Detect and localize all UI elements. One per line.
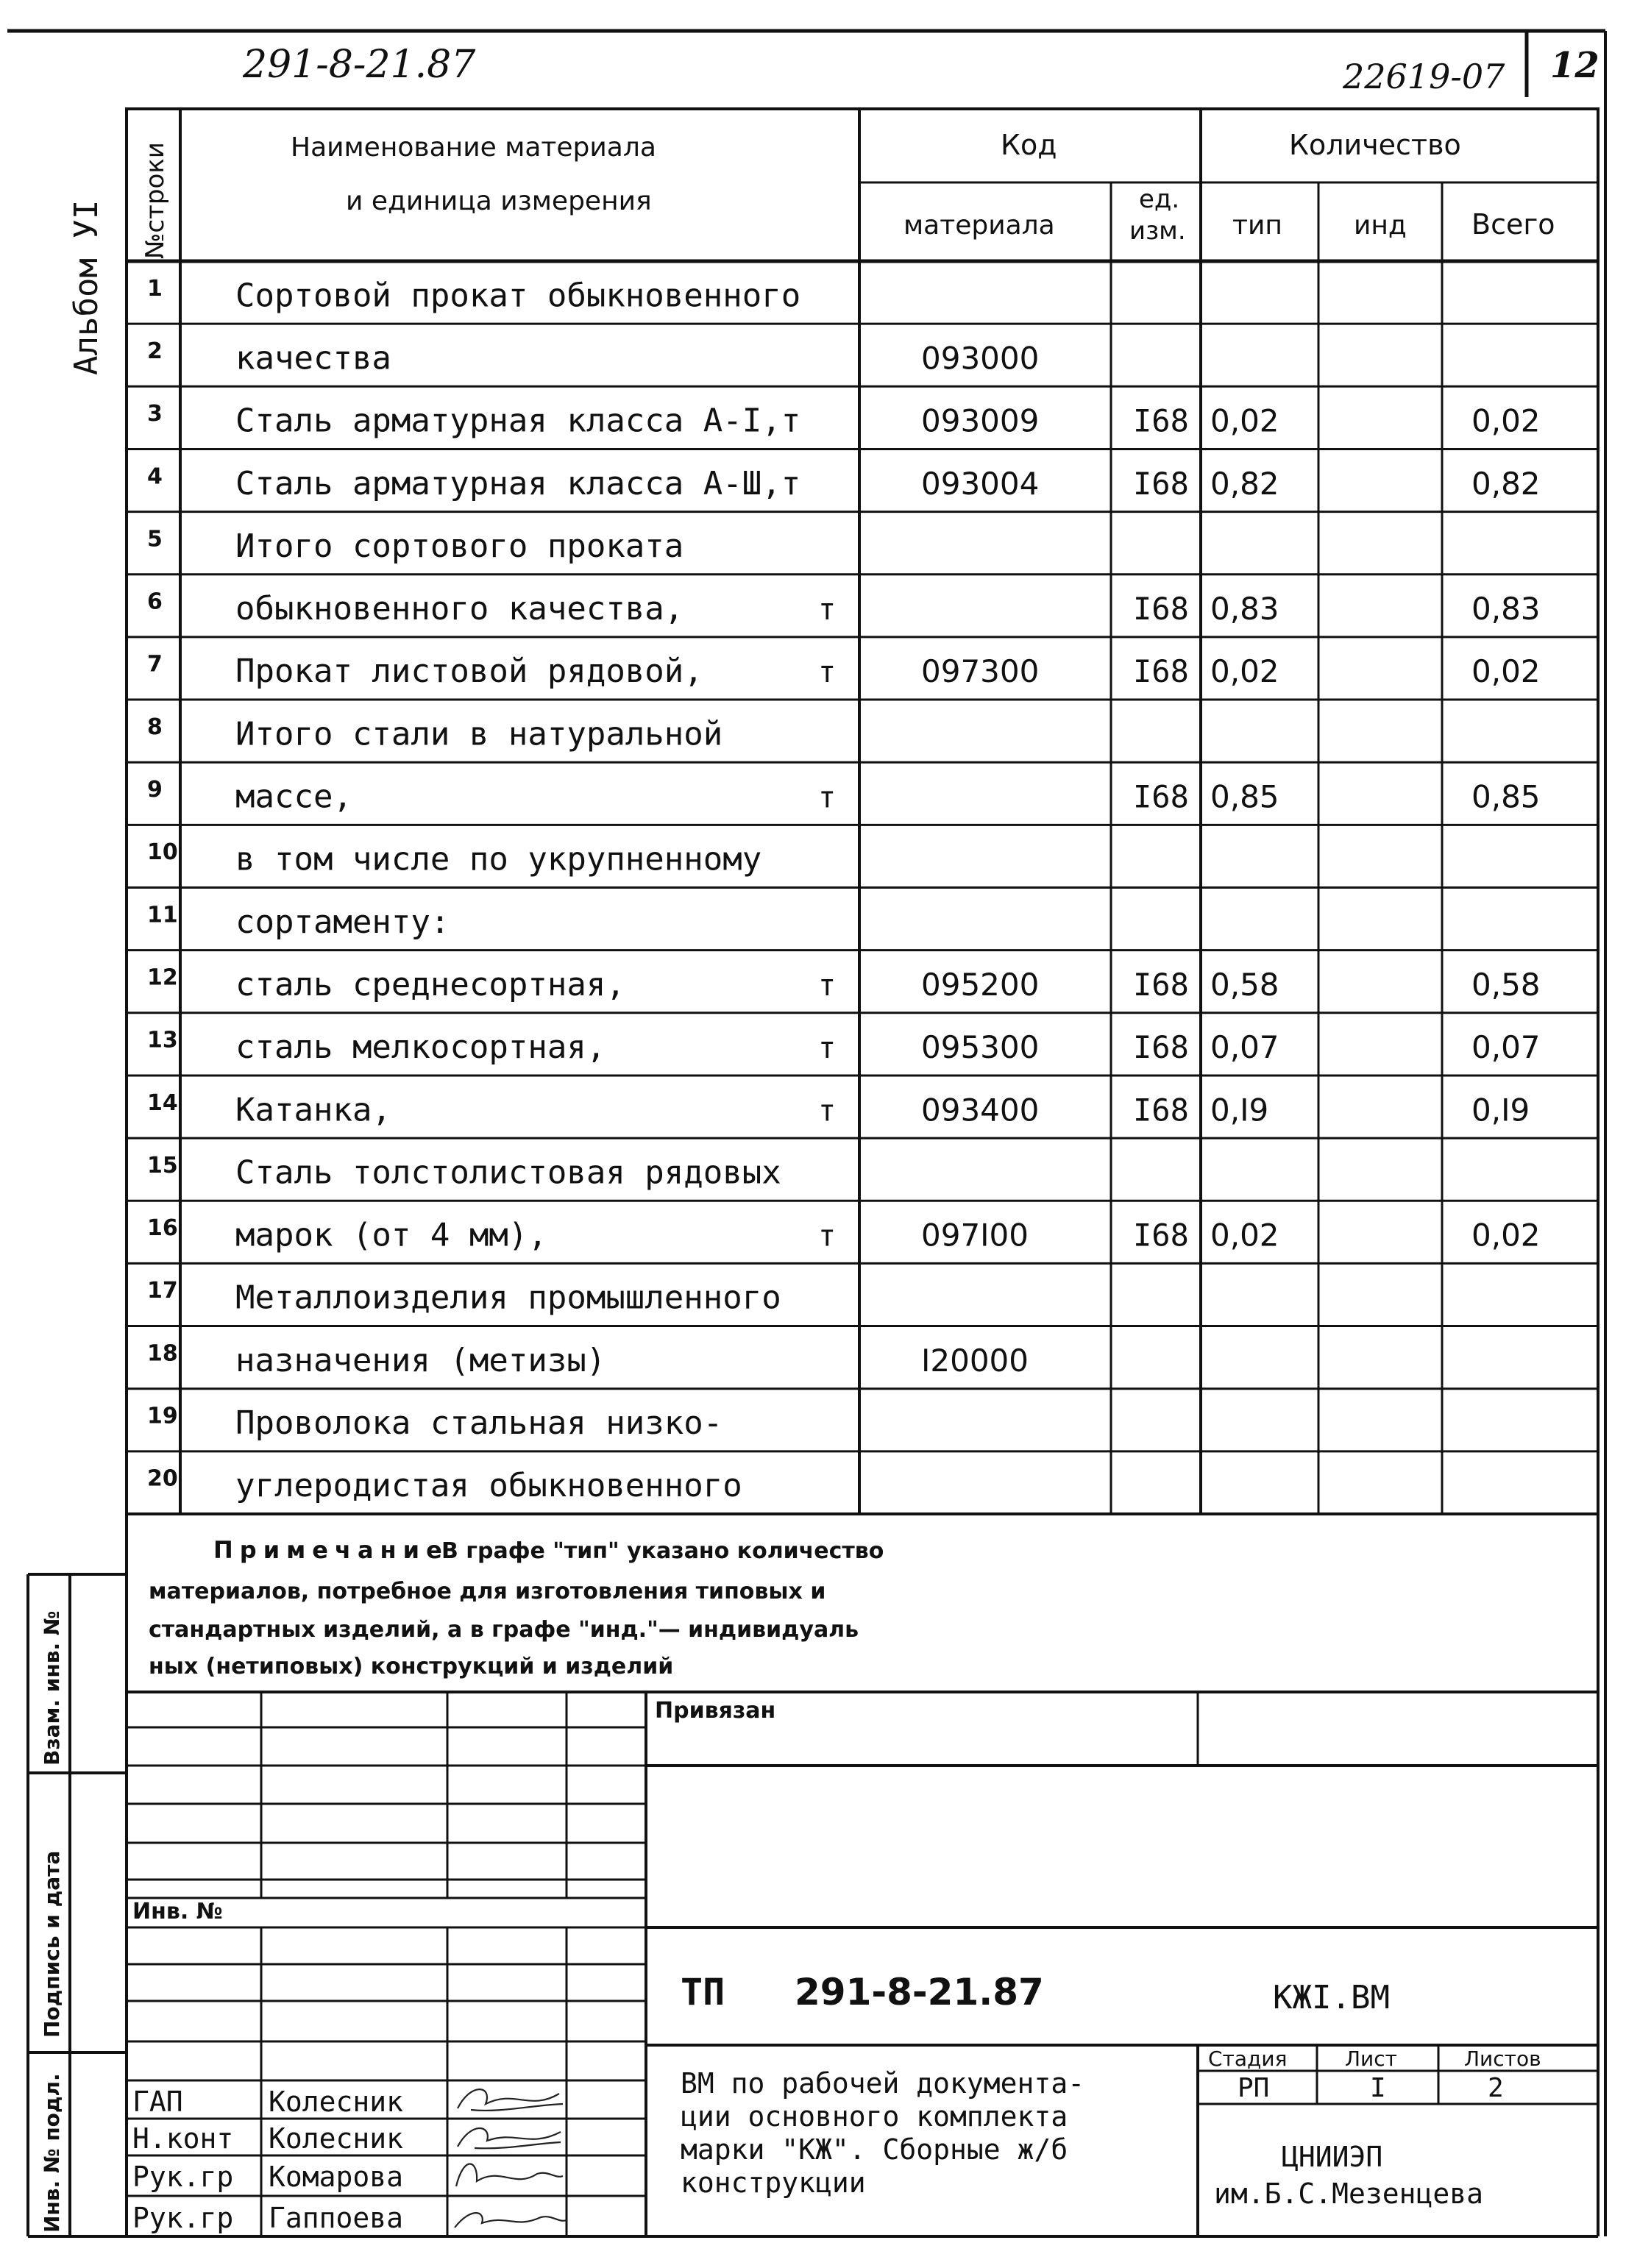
- signature-3: [456, 2164, 563, 2186]
- unit-t: т: [818, 781, 837, 815]
- unit-code: I68: [1133, 778, 1189, 815]
- qty-type: 0,07: [1210, 1029, 1279, 1066]
- qty-total: 0,85: [1471, 778, 1541, 815]
- table-row: [147, 1404, 722, 1442]
- row-number: 17: [147, 1278, 178, 1304]
- material-code: 095200: [921, 966, 1040, 1003]
- material-name: Сталь арматурная класса А-Ш,т: [235, 464, 801, 502]
- table-row: [147, 1090, 1530, 1128]
- row-number: 5: [147, 526, 163, 552]
- material-name: Сталь арматурная класса А-I,т: [235, 402, 801, 440]
- row-number: 2: [147, 338, 163, 364]
- row-number: 19: [147, 1403, 178, 1429]
- description-line-4: конструкции: [681, 2166, 866, 2199]
- qty-type: 0,I9: [1210, 1092, 1269, 1128]
- header-code: Код: [1001, 129, 1057, 161]
- table-row: [147, 463, 1541, 502]
- unit-t: т: [818, 1094, 837, 1128]
- row-number: 18: [147, 1340, 178, 1367]
- material-code: 093400: [921, 1092, 1040, 1128]
- unit-code: I68: [1133, 465, 1189, 502]
- row-number: 4: [147, 463, 163, 490]
- row-number: 10: [147, 839, 178, 866]
- staff-role-3: Рук.гр: [132, 2161, 234, 2193]
- qty-total: 0,I9: [1471, 1092, 1530, 1128]
- material-name: марок (от 4 мм),: [235, 1216, 547, 1254]
- album-label: Альбом УI: [68, 199, 105, 375]
- qty-type: 0,02: [1210, 1217, 1279, 1254]
- row-number: 12: [147, 964, 178, 991]
- qty-type: 0,85: [1210, 778, 1279, 815]
- material-code: 093009: [921, 402, 1040, 439]
- signature-4: [455, 2213, 567, 2228]
- table-row: [147, 526, 684, 564]
- organization-line-1: ЦНИИЭП: [1282, 2141, 1383, 2173]
- unit-t: т: [818, 1031, 837, 1066]
- side-label-podpis-data: Подпись и дата: [40, 1850, 64, 2038]
- table-row: [147, 1215, 1541, 1254]
- signature-1: [458, 2089, 563, 2111]
- material-name: Прокат листовой рядовой,: [235, 653, 703, 691]
- material-name: сталь среднесортная,: [235, 965, 625, 1003]
- header-unit-line1: ед.: [1139, 185, 1180, 214]
- qty-total: 0,58: [1471, 966, 1541, 1003]
- table-row: [147, 276, 800, 314]
- material-code: 095300: [921, 1029, 1040, 1066]
- unit-t: т: [818, 593, 837, 628]
- header-quantity: Количество: [1289, 129, 1461, 161]
- unit-code: I68: [1133, 1217, 1189, 1254]
- unit-code: I68: [1133, 1029, 1189, 1066]
- material-code: 097I00: [921, 1217, 1029, 1254]
- side-label-vzam-inv: Взам. инв. №: [40, 1610, 64, 1766]
- header-row-number: №строки: [141, 142, 170, 259]
- table-row: [147, 1028, 1541, 1066]
- doc-number-handwritten: 291-8-21.87: [243, 43, 476, 87]
- header-total: Всего: [1471, 208, 1555, 241]
- staff-role-4: Рук.гр: [132, 2202, 234, 2234]
- sheet-value: I: [1370, 2073, 1386, 2103]
- qty-type: 0,83: [1210, 591, 1279, 628]
- staff-name-3: Комарова: [269, 2161, 404, 2193]
- header-material: материала: [903, 210, 1055, 241]
- tp-label: ТП: [681, 1971, 725, 2013]
- unit-code: I68: [1133, 966, 1189, 1003]
- material-name: Проволока стальная низко-: [235, 1404, 723, 1443]
- staff-name-4: Гаппоева: [269, 2202, 404, 2234]
- material-name: назначения (метизы): [235, 1341, 606, 1379]
- header-name-line2: и единица измерения: [346, 186, 652, 216]
- staff-role-2: Н.конт: [132, 2122, 234, 2155]
- material-name: Сталь толстолистовая рядовых: [235, 1153, 781, 1192]
- unit-t: т: [818, 1219, 837, 1254]
- qty-total: 0,02: [1471, 653, 1541, 690]
- stage-label: Стадия: [1208, 2047, 1288, 2071]
- material-name: Сортовой прокат обыкновенного: [235, 277, 801, 315]
- table-body: [147, 276, 1541, 1504]
- row-number: 3: [147, 401, 163, 427]
- row-number: 15: [147, 1152, 178, 1179]
- side-label-inv-podl: Инв. № подл.: [40, 2073, 64, 2233]
- stage-value: РП: [1238, 2073, 1270, 2103]
- page-number: 12: [1550, 45, 1599, 86]
- row-number: 20: [147, 1465, 178, 1492]
- qty-type: 0,82: [1210, 465, 1279, 502]
- table-row: [147, 1278, 781, 1316]
- row-number: 9: [147, 777, 163, 803]
- row-number: 8: [147, 714, 163, 740]
- material-name: в том числе по укрупненному: [235, 840, 762, 878]
- note-block: [149, 1536, 884, 1679]
- header-name-line1: Наименование материала: [291, 132, 656, 163]
- unit-t: т: [818, 655, 837, 690]
- material-code: 093004: [921, 465, 1040, 502]
- table-row: [147, 714, 722, 753]
- material-name: качества: [235, 339, 391, 377]
- table-row: [147, 1340, 1029, 1379]
- qty-total: 0,83: [1471, 591, 1541, 628]
- unit-code: I68: [1133, 591, 1189, 628]
- sheets-value: 2: [1488, 2073, 1504, 2103]
- organization-line-2: им.Б.С.Мезенцева: [1214, 2178, 1484, 2210]
- table-row: [147, 839, 761, 878]
- staff-role-1: ГАП: [132, 2086, 183, 2118]
- header-ind: инд: [1354, 210, 1407, 241]
- material-name: Катанка,: [235, 1091, 391, 1129]
- table-row: [147, 777, 1541, 815]
- sheets-label: Листов: [1464, 2047, 1541, 2071]
- material-name: сортаменту:: [235, 903, 450, 941]
- signature-2: [458, 2128, 561, 2148]
- header-type: тип: [1232, 210, 1282, 241]
- material-name: Итого стали в натуральной: [235, 715, 723, 753]
- document-code: КЖI.ВМ: [1273, 1979, 1390, 2016]
- description-line-2: ции основного комплекта: [681, 2100, 1068, 2133]
- material-name: Металлоизделия промышленного: [235, 1279, 781, 1317]
- inv-no-label: Инв. №: [132, 1899, 223, 1924]
- row-number: 7: [147, 651, 163, 678]
- row-number: 11: [147, 902, 178, 928]
- table-row: [147, 902, 450, 940]
- privyazan-label: Привязан: [655, 1698, 776, 1724]
- table-row: [147, 401, 1541, 439]
- description-line-1: ВМ по рабочей документа-: [681, 2067, 1085, 2100]
- row-number: 14: [147, 1089, 178, 1116]
- table-row: [147, 338, 1039, 377]
- sheet-label: Лист: [1345, 2047, 1397, 2071]
- qty-total: 0,07: [1471, 1029, 1541, 1066]
- header-unit-line2: изм.: [1129, 216, 1186, 246]
- material-name: Итого сортового проката: [235, 527, 684, 565]
- unit-t: т: [818, 968, 837, 1003]
- table-row: [147, 652, 1541, 690]
- material-code: 093000: [921, 340, 1040, 377]
- tp-number: 291-8-21.87: [795, 1971, 1044, 2013]
- row-number: 6: [147, 589, 163, 615]
- note-line-1: В графе "тип" указано количество: [441, 1538, 884, 1564]
- row-number: 16: [147, 1215, 178, 1242]
- table-row: [147, 1153, 781, 1191]
- table-row: [147, 589, 1541, 628]
- qty-total: 0,82: [1471, 465, 1541, 502]
- description-line-3: марки "КЖ". Сборные ж/б: [681, 2133, 1068, 2166]
- note-line-3: стандартных изделий, а в графе "инд."— индивидуаль: [149, 1617, 859, 1643]
- material-name: углеродистая обыкновенного: [235, 1467, 742, 1505]
- row-number: 1: [147, 275, 163, 302]
- note-line-2: материалов, потребное для изготовления типовых и: [149, 1579, 826, 1604]
- staff-name-2: Колесник: [269, 2122, 404, 2155]
- row-number: 13: [147, 1027, 178, 1053]
- qty-type: 0,02: [1210, 402, 1279, 439]
- table-row: [147, 964, 1541, 1003]
- note-line-4: ных (нетиповых) конструкций и изделий: [149, 1654, 674, 1679]
- material-code: I20000: [921, 1342, 1029, 1379]
- unit-code: I68: [1133, 402, 1189, 439]
- material-code: 097300: [921, 653, 1040, 690]
- table-row: [147, 1466, 742, 1504]
- material-name: массе,: [235, 778, 352, 816]
- qty-type: 0,02: [1210, 653, 1279, 690]
- material-name: обыкновенного качества,: [235, 590, 684, 628]
- staff-name-1: Колесник: [269, 2086, 404, 2118]
- qty-total: 0,02: [1471, 402, 1541, 439]
- unit-code: I68: [1133, 653, 1189, 690]
- material-name: сталь мелкосортная,: [235, 1028, 606, 1067]
- note-title: Примечание: [213, 1536, 449, 1564]
- qty-total: 0,02: [1471, 1217, 1541, 1254]
- archive-number: 22619-07: [1343, 57, 1505, 96]
- unit-code: I68: [1133, 1092, 1189, 1128]
- qty-type: 0,58: [1210, 966, 1279, 1003]
